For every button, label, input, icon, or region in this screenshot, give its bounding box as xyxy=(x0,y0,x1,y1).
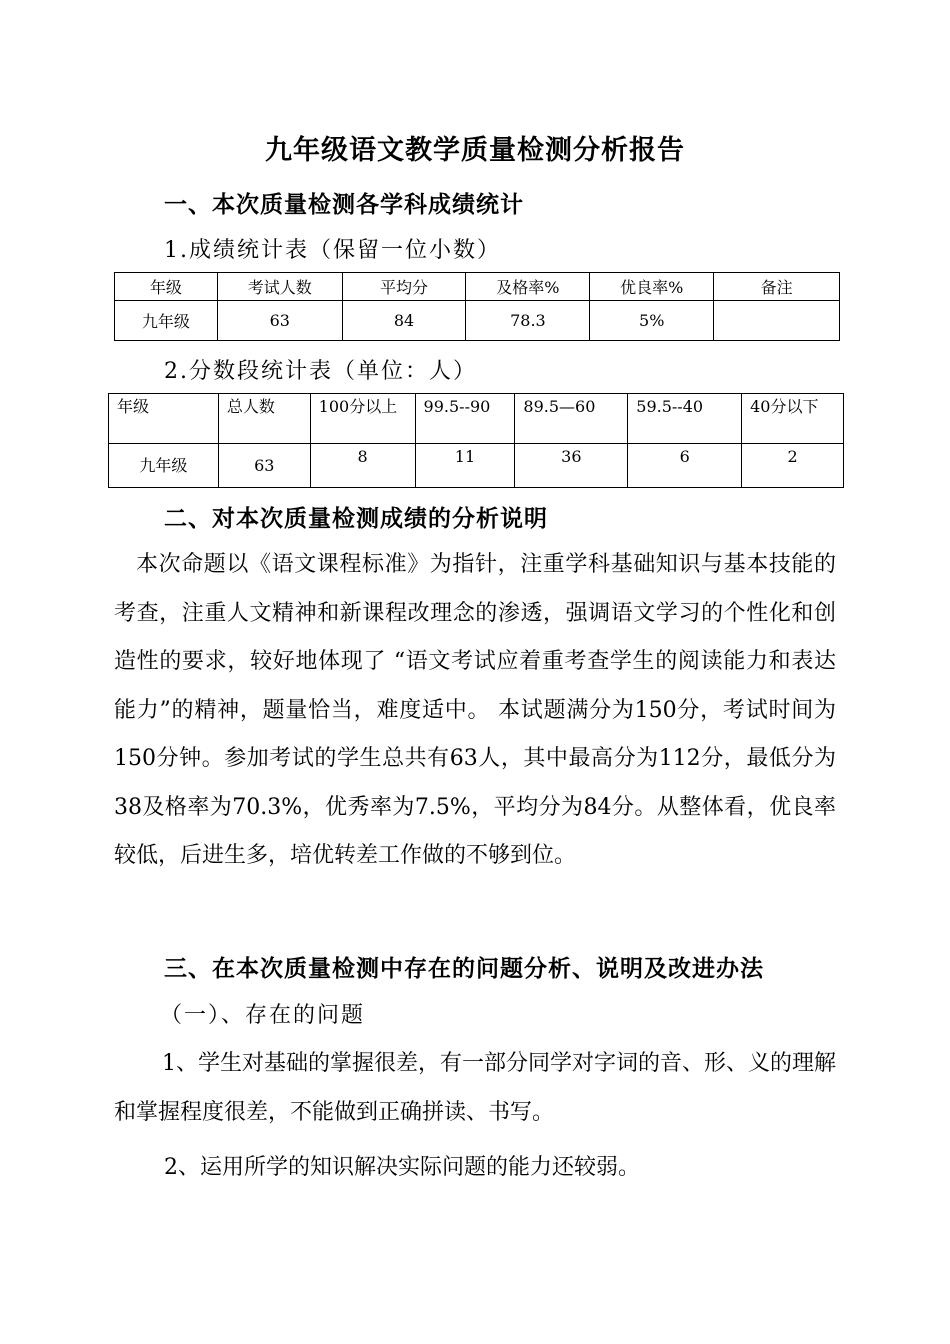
table-row xyxy=(109,444,844,488)
score-range-table xyxy=(108,393,844,488)
problem-item-2: 2、运用所学的知识解决实际问题的能力还较弱。 xyxy=(164,1155,640,1180)
table-cell: 63 xyxy=(217,301,342,341)
problems-subheading: （一）、存在的问题 xyxy=(160,1003,366,1028)
section1-heading: 一、本次质量检测各学科成绩统计 xyxy=(164,192,524,218)
problem-item-1: 1、学生对基础的掌握很差，有一部分同学对字词的音、形、义的理解和掌握程度很差，不能做到正确拼读、书写。 xyxy=(114,1051,836,1125)
table-cell: 5% xyxy=(590,301,714,341)
table-header-row xyxy=(109,394,844,444)
table-header-cell: 平均分 xyxy=(342,273,466,301)
table-header-cell: 59.5--40 xyxy=(628,394,742,444)
table-header-cell: 优良率% xyxy=(590,273,714,301)
table-header-row xyxy=(115,273,840,301)
table-header-cell: 99.5--90 xyxy=(415,394,515,444)
table-cell: 6 xyxy=(628,444,742,488)
table-header-cell: 100分以上 xyxy=(310,394,415,444)
table-header-cell: 年级 xyxy=(109,394,219,444)
section3-heading: 三、在本次质量检测中存在的问题分析、说明及改进办法 xyxy=(164,956,764,982)
table-header-cell: 及格率% xyxy=(466,273,590,301)
table-cell: 8 xyxy=(310,444,415,488)
table-header-cell: 考试人数 xyxy=(217,273,342,301)
table-cell: 78.3 xyxy=(466,301,590,341)
table-header-cell: 年级 xyxy=(115,273,218,301)
score-statistics-table xyxy=(114,272,840,341)
table-cell: 九年级 xyxy=(109,444,219,488)
table-header-cell: 总人数 xyxy=(218,394,310,444)
table-cell: 九年级 xyxy=(115,301,218,341)
table-header-cell: 40分以下 xyxy=(742,394,844,444)
table-cell: 84 xyxy=(342,301,466,341)
section2-heading: 二、对本次质量检测成绩的分析说明 xyxy=(164,506,548,532)
report-title: 九年级语文教学质量检测分析报告 xyxy=(265,135,685,166)
table-header-cell: 备注 xyxy=(714,273,840,301)
table1-caption: 1.成绩统计表（保留一位小数） xyxy=(164,238,501,263)
table-header-cell: 89.5—60 xyxy=(515,394,628,444)
table-row xyxy=(115,301,840,341)
table-cell: 63 xyxy=(218,444,310,488)
table-cell: 11 xyxy=(415,444,515,488)
table2-caption: 2.分数段统计表（单位：人） xyxy=(164,359,477,384)
table-cell xyxy=(714,301,840,341)
analysis-paragraph: 本次命题以《语文课程标准》为指针，注重学科基础知识与基本技能的考查，注重人文精神和新课程改理念的渗透，强调语文学习的个性化和创造性的要求，较好地体现了 “语文考试应着重考查学生的阅读能力和表达能力”的精神，题量恰当，难度适中。 本试题满分为150分，考试时间为150分钟。参加考试的学生总共有63人，其中最高分为112分，最低分为38及格率为70.3%，优秀率为7.5%，平均分为84分。从整体看，优良率较低，后进生多，培优转差工作做的不够到位。 xyxy=(114,552,836,868)
table-cell: 2 xyxy=(742,444,844,488)
table-cell: 36 xyxy=(515,444,628,488)
